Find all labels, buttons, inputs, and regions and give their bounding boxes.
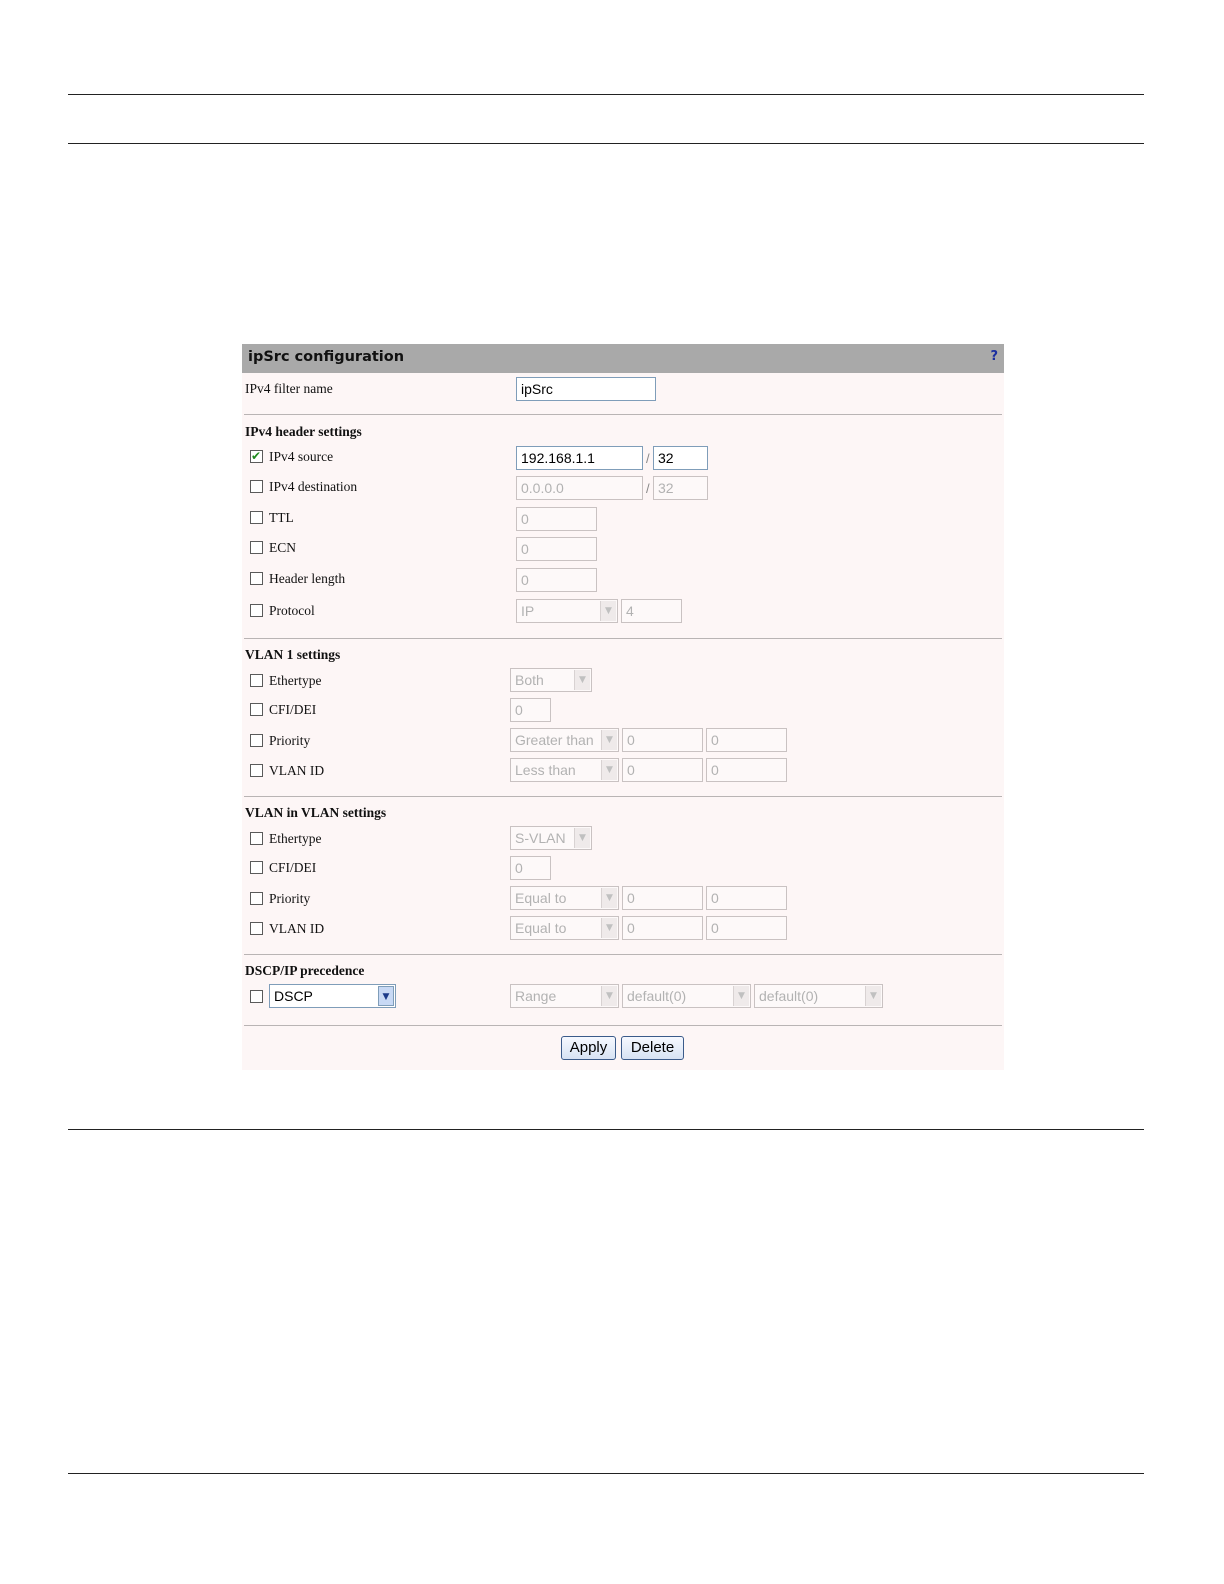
question-mark-icon[interactable]: ?	[990, 349, 998, 364]
divider	[244, 414, 1002, 415]
vlan1-ethertype-label: Ethertype	[269, 673, 322, 688]
vlan1-priority-operator-value: Greater than	[515, 732, 594, 748]
divider	[244, 638, 1002, 639]
protocol-checkbox[interactable]	[250, 604, 263, 617]
dscp-value1-select[interactable]	[622, 984, 751, 1008]
protocol-select[interactable]	[516, 599, 618, 623]
delete-button[interactable]: Delete	[621, 1036, 684, 1060]
ipv4-destination-checkbox[interactable]	[250, 480, 263, 493]
ipv4-header-heading: IPv4 header settings	[245, 424, 362, 439]
filter-name-input[interactable]: ipSrc	[516, 377, 656, 401]
ttl-label: TTL	[269, 510, 294, 525]
chevron-down-icon: ▼	[600, 601, 616, 621]
dscp-checkbox[interactable]	[250, 990, 263, 1003]
dscp-heading: DSCP/IP precedence	[245, 963, 365, 978]
chevron-down-icon: ▼	[574, 670, 590, 690]
vlan-in-vlan-vlan-id-operator-select[interactable]	[510, 916, 619, 940]
ecn-checkbox[interactable]	[250, 541, 263, 554]
vlan-in-vlan-ethertype-value: S-VLAN	[515, 830, 566, 846]
panel-title: ipSrc configuration	[248, 349, 405, 365]
vlan-in-vlan-cfi-dei-input[interactable]: 0	[510, 856, 551, 880]
vlan-in-vlan-priority-value2-input[interactable]: 0	[706, 886, 787, 910]
chevron-down-icon: ▼	[574, 828, 590, 848]
chevron-down-icon: ▼	[601, 986, 617, 1006]
vlan1-vlan-id-value2-input[interactable]: 0	[706, 758, 787, 782]
ipv4-source-label: IPv4 source	[269, 449, 334, 464]
panel-header	[242, 344, 1004, 373]
dscp-mode-select[interactable]	[269, 984, 396, 1008]
vlan-in-vlan-priority-label: Priority	[269, 891, 311, 906]
chevron-down-icon: ▼	[865, 986, 881, 1006]
check-icon: ✔	[251, 449, 262, 463]
ipv4-destination-label: IPv4 destination	[269, 479, 358, 494]
chevron-down-icon: ▼	[733, 986, 749, 1006]
vlan1-priority-operator-select[interactable]	[510, 728, 619, 752]
divider	[244, 1025, 1002, 1026]
vlan-in-vlan-cfi-dei-label: CFI/DEI	[269, 860, 317, 875]
vlan1-ethertype-checkbox[interactable]	[250, 674, 263, 687]
vlan-in-vlan-ethertype-select[interactable]	[510, 826, 592, 850]
chevron-down-icon: ▼	[601, 760, 617, 780]
vlan-in-vlan-heading: VLAN in VLAN settings	[245, 805, 387, 820]
ecn-label: ECN	[269, 540, 296, 555]
ipv4-destination-slash: /	[646, 481, 650, 496]
top-rule-2	[68, 143, 1144, 144]
bottom-rule-2	[68, 1473, 1144, 1474]
vlan-in-vlan-ethertype-checkbox[interactable]	[250, 832, 263, 845]
vlan1-vlan-id-label: VLAN ID	[269, 763, 325, 778]
ipv4-source-slash: /	[646, 451, 650, 466]
vlan-in-vlan-priority-operator-select[interactable]	[510, 886, 619, 910]
vlan1-priority-value2-input[interactable]: 0	[706, 728, 787, 752]
divider	[244, 796, 1002, 797]
vlan-in-vlan-vlan-id-value1-input[interactable]: 0	[622, 916, 703, 940]
filter-name-label: IPv4 filter name	[245, 381, 333, 396]
ipsrc-configuration-panel	[242, 344, 1004, 1070]
vlan-in-vlan-priority-checkbox[interactable]	[250, 892, 263, 905]
vlan1-vlan-id-operator-value: Less than	[515, 762, 576, 778]
ipv4-destination-mask-input[interactable]: 32	[653, 476, 708, 500]
dscp-operator-select[interactable]	[510, 984, 619, 1008]
ttl-checkbox[interactable]	[250, 511, 263, 524]
chevron-down-icon: ▼	[378, 986, 394, 1006]
vlan1-vlan-id-checkbox[interactable]	[250, 764, 263, 777]
vlan1-vlan-id-operator-select[interactable]	[510, 758, 619, 782]
vlan1-ethertype-value: Both	[515, 672, 544, 688]
vlan-in-vlan-vlan-id-checkbox[interactable]	[250, 922, 263, 935]
bottom-rule-1	[68, 1129, 1144, 1130]
ecn-input[interactable]: 0	[516, 537, 597, 561]
chevron-down-icon: ▼	[601, 888, 617, 908]
vlan1-heading: VLAN 1 settings	[245, 647, 341, 662]
dscp-operator-value: Range	[515, 988, 557, 1004]
apply-button[interactable]: Apply	[561, 1036, 616, 1060]
vlan-in-vlan-vlan-id-value2-input[interactable]: 0	[706, 916, 787, 940]
ipv4-source-address-input[interactable]: 192.168.1.1	[516, 446, 643, 470]
ipv4-destination-address-input[interactable]: 0.0.0.0	[516, 476, 643, 500]
dscp-value2: default(0)	[759, 988, 819, 1004]
vlan1-priority-value1-input[interactable]: 0	[622, 728, 703, 752]
ipv4-source-mask-input[interactable]: 32	[653, 446, 708, 470]
ttl-input[interactable]: 0	[516, 507, 597, 531]
vlan1-priority-checkbox[interactable]	[250, 734, 263, 747]
vlan-in-vlan-vlan-id-label: VLAN ID	[269, 921, 325, 936]
header-length-input[interactable]: 0	[516, 568, 597, 592]
dscp-value2-select[interactable]	[754, 984, 883, 1008]
protocol-label: Protocol	[269, 603, 315, 618]
vlan1-cfi-dei-label: CFI/DEI	[269, 702, 317, 717]
vlan1-vlan-id-value1-input[interactable]: 0	[622, 758, 703, 782]
protocol-select-value: IP	[521, 603, 535, 619]
vlan-in-vlan-priority-operator-value: Equal to	[515, 890, 567, 906]
vlan-in-vlan-vlan-id-operator-value: Equal to	[515, 920, 567, 936]
vlan1-cfi-dei-checkbox[interactable]	[250, 703, 263, 716]
vlan1-priority-label: Priority	[269, 733, 311, 748]
dscp-mode-value: DSCP	[274, 988, 313, 1004]
vlan-in-vlan-priority-value1-input[interactable]: 0	[622, 886, 703, 910]
ipv4-source-checkbox[interactable]	[250, 450, 263, 463]
top-rule-1	[68, 94, 1144, 95]
vlan-in-vlan-ethertype-label: Ethertype	[269, 831, 322, 846]
vlan1-cfi-dei-input[interactable]: 0	[510, 698, 551, 722]
dscp-value1: default(0)	[627, 988, 687, 1004]
protocol-number-input[interactable]: 4	[621, 599, 682, 623]
divider	[244, 954, 1002, 955]
header-length-checkbox[interactable]	[250, 572, 263, 585]
vlan1-ethertype-select[interactable]	[510, 668, 592, 692]
chevron-down-icon: ▼	[601, 730, 617, 750]
chevron-down-icon: ▼	[601, 918, 617, 938]
header-length-label: Header length	[269, 571, 346, 586]
vlan-in-vlan-cfi-dei-checkbox[interactable]	[250, 861, 263, 874]
